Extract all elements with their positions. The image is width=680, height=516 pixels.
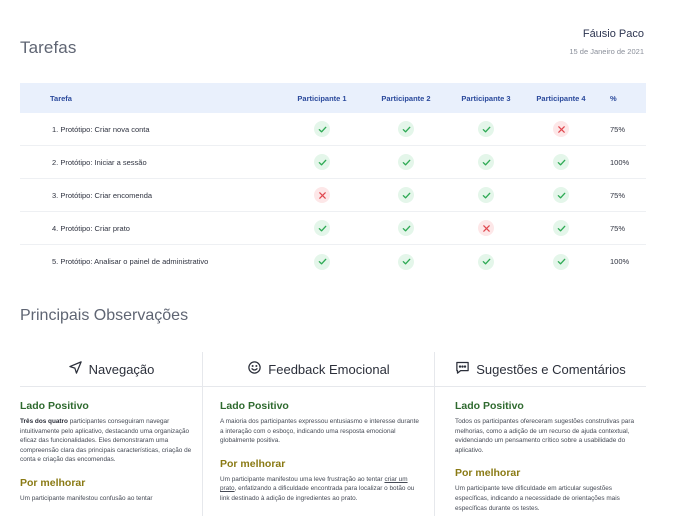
results-table xyxy=(20,83,646,278)
improve-post: , enfatizando a dificuldade encontrada para localizar o botão ou link destinado à adição de ingredientes ao prato. xyxy=(220,485,415,502)
check-icon xyxy=(314,220,330,236)
participant-result-cell xyxy=(366,187,446,203)
observation-heading-navigation xyxy=(20,352,202,387)
positive-text xyxy=(20,417,192,465)
column-header-percent: % xyxy=(610,93,617,103)
table-row xyxy=(20,146,646,179)
observation-heading-label: Sugestões e Comentários xyxy=(476,361,626,377)
success-percent: 75% xyxy=(610,223,626,233)
task-name: 3. Protótipo: Criar encomenda xyxy=(52,190,153,200)
check-icon xyxy=(553,187,569,203)
participant-result-cell xyxy=(446,154,526,170)
participant-result-cell xyxy=(278,220,366,236)
success-percent: 100% xyxy=(610,257,630,266)
check-icon xyxy=(478,254,494,270)
column-header-participant-4: Participante 4 xyxy=(536,93,586,103)
column-header-participant-1: Participante 1 xyxy=(297,93,347,103)
table-row xyxy=(20,179,646,212)
check-icon xyxy=(553,154,569,170)
improve-title: Por melhorar xyxy=(220,457,286,470)
participant-result-cell xyxy=(366,220,446,236)
improve-text: Um participante manifestou confusão ao tentar xyxy=(20,494,153,502)
participant-result-cell xyxy=(366,254,446,270)
participant-result-cell xyxy=(366,121,446,137)
table-row xyxy=(20,212,646,245)
participant-result-cell xyxy=(446,254,526,270)
page-title: Tarefas xyxy=(20,38,77,57)
observation-heading-suggestions xyxy=(435,352,646,387)
participant-result-cell xyxy=(278,254,366,270)
task-name: 1. Protótipo: Criar nova conta xyxy=(52,124,150,134)
participant-result-cell xyxy=(526,154,596,170)
observations-title: Principais Observações xyxy=(20,307,189,324)
success-percent: 100% xyxy=(610,157,630,167)
observation-column-suggestions xyxy=(434,352,646,516)
success-percent: 75% xyxy=(610,124,626,134)
check-icon xyxy=(478,187,494,203)
cross-icon xyxy=(553,121,569,137)
user-name: Fáusio Paco xyxy=(582,28,644,40)
participant-result-cell xyxy=(526,220,596,236)
positive-title: Lado Positivo xyxy=(20,400,89,412)
navigation-arrow-icon xyxy=(68,360,83,378)
check-icon xyxy=(314,121,330,137)
observation-column-feedback xyxy=(202,352,434,516)
participant-result-cell xyxy=(278,187,366,203)
improve-title: Por melhorar xyxy=(455,467,521,480)
table-row xyxy=(20,245,646,278)
participant-result-cell xyxy=(526,254,596,270)
column-header-participant-3: Participante 3 xyxy=(461,93,511,103)
column-header-participant-2: Participante 2 xyxy=(381,93,431,103)
check-icon xyxy=(478,154,494,170)
cross-icon xyxy=(314,187,330,203)
chat-bubble-icon xyxy=(455,360,470,378)
check-icon xyxy=(478,121,494,137)
observation-heading-label: Navegação xyxy=(88,361,155,377)
participant-result-cell xyxy=(366,154,446,170)
observations-panel xyxy=(20,352,646,516)
task-name: 2. Protótipo: Iniciar a sessão xyxy=(52,157,147,167)
task-name: 4. Protótipo: Criar prato xyxy=(52,223,130,233)
check-icon xyxy=(553,220,569,236)
improve-pre: Um participante manifestou uma leve frustração ao tentar xyxy=(220,475,385,483)
check-icon xyxy=(553,254,569,270)
improve-link[interactable]: criar um prato xyxy=(220,475,408,493)
check-icon xyxy=(398,121,414,137)
table-body xyxy=(20,113,646,278)
improve-text: Um participante teve dificuldade em articular sugestões específicas, indicando a necessidade de orientações mais específicas durante os testes. xyxy=(455,485,620,512)
observation-heading-feedback xyxy=(203,352,434,387)
task-name: 5. Protótipo: Analisar o painel de administrativo xyxy=(52,257,209,266)
check-icon xyxy=(314,254,330,270)
participant-result-cell xyxy=(446,220,526,236)
check-icon xyxy=(398,220,414,236)
participant-result-cell xyxy=(278,154,366,170)
check-icon xyxy=(314,154,330,170)
observation-heading-label: Feedback Emocional xyxy=(268,361,390,377)
table-header xyxy=(20,83,646,113)
success-percent: 75% xyxy=(610,190,626,200)
cross-icon xyxy=(478,220,494,236)
positive-title: Lado Positivo xyxy=(220,400,289,412)
check-icon xyxy=(398,154,414,170)
check-icon xyxy=(398,187,414,203)
positive-text: Todos os participantes ofereceram sugestões construtivas para melhorias, como a adição de um recurso de ajuda contextual, evidenciando um pensamento crítico sobre a usabilidade do aplicativo. xyxy=(455,418,635,454)
participant-result-cell xyxy=(446,121,526,137)
participant-result-cell xyxy=(526,187,596,203)
participant-result-cell xyxy=(278,121,366,137)
report-date: 15 de Janeiro de 2021 xyxy=(569,47,644,56)
positive-rest: participantes conseguiram navegar intuitivamente pelo aplicativo, destacando uma organização eficaz das funcionalidades. Eles demonstraram uma compreensão clara das principais características, criação de conta e criação das encomendas. xyxy=(20,418,192,464)
participant-result-cell xyxy=(526,121,596,137)
improve-title: Por melhorar xyxy=(20,476,86,489)
table-row xyxy=(20,113,646,146)
improve-text xyxy=(220,475,422,504)
smiley-icon xyxy=(247,360,262,378)
column-header-task: Tarefa xyxy=(50,93,72,103)
check-icon xyxy=(398,254,414,270)
positive-bold: Três dos quatro xyxy=(20,418,68,425)
participant-result-cell xyxy=(446,187,526,203)
observation-column-navigation xyxy=(20,352,202,516)
positive-text: A maioria dos participantes expressou entusiasmo e interesse durante a interação com o esboço, indicando uma resposta emocional globalmente positiva. xyxy=(220,418,419,445)
positive-title: Lado Positivo xyxy=(455,400,524,412)
